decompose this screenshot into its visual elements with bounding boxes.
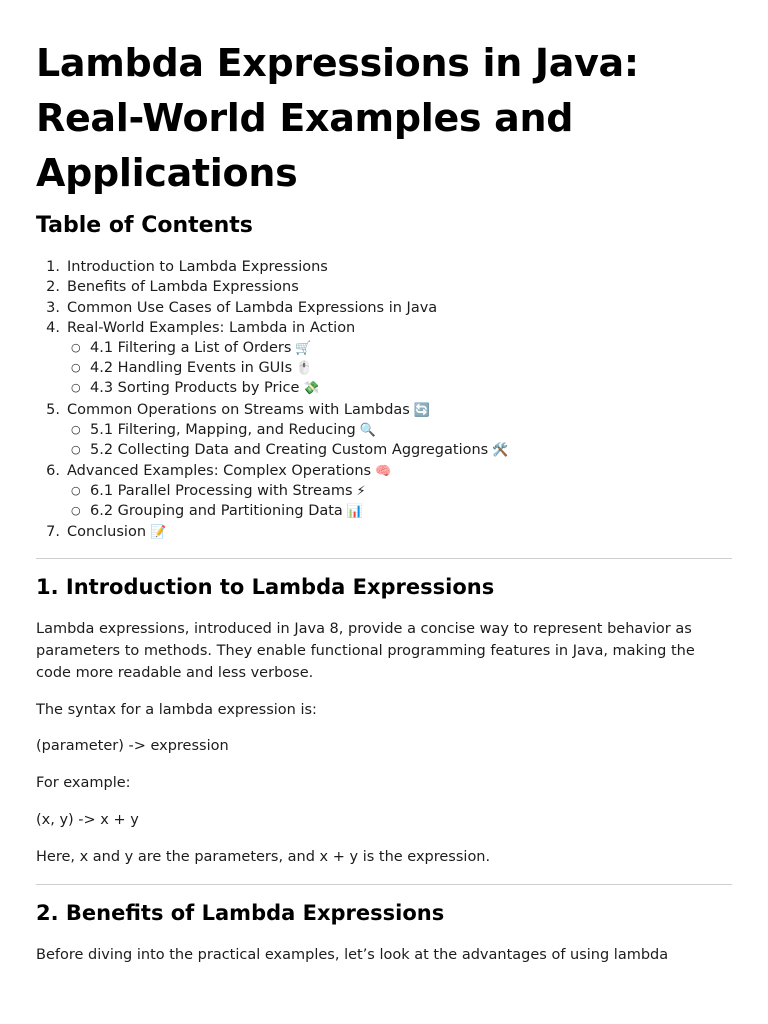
toc-item-label: Real-World Examples: Lambda in Action <box>67 320 356 336</box>
section-heading: 2. Benefits of Lambda Expressions <box>36 901 445 925</box>
bullet-icon: ○ <box>71 443 81 456</box>
toc-item[interactable] <box>36 400 431 420</box>
bar-chart-icon: 📊 <box>346 504 364 519</box>
toc-item-label: 6.2 Grouping and Partitioning Data <box>90 503 343 519</box>
toc-item[interactable] <box>36 318 356 338</box>
toc-item-number: 2. <box>46 279 60 295</box>
toc-item-number: 1. <box>46 259 60 275</box>
code-example: (parameter) -> expression <box>36 738 229 754</box>
toc-item-label: 4.3 Sorting Products by Price <box>90 380 300 396</box>
bullet-icon: ○ <box>71 381 81 394</box>
mouse-icon: 🖱️ <box>296 361 313 376</box>
toc-item-number: 6. <box>46 463 60 479</box>
shopping-cart-icon: 🛒 <box>295 341 312 356</box>
bullet-icon: ○ <box>71 504 81 517</box>
toc-heading: Table of Contents <box>36 213 253 238</box>
toc-item-number: 4. <box>46 320 60 336</box>
magnifier-icon: 🔍 <box>359 423 376 438</box>
brain-icon: 🧠 <box>375 464 392 479</box>
paragraph: Lambda expressions, introduced in Java 8, provide a concise way to represent behavior as parameters to methods. They enable functional programming features in Java, making the code more readable and less verbose. <box>36 621 695 681</box>
memo-icon: 📝 <box>150 525 167 540</box>
paragraph: Here, x and y are the parameters, and x + y is the expression. <box>36 849 491 865</box>
toc-item-number: 5. <box>46 402 60 418</box>
bullet-icon: ○ <box>71 361 81 374</box>
toc-item-label: 5.2 Collecting Data and Creating Custom Aggregations <box>90 442 489 458</box>
toc-item-number: 3. <box>46 300 60 316</box>
toc-item-number: 7. <box>46 524 60 540</box>
section-divider <box>36 558 732 559</box>
section-divider <box>36 884 732 885</box>
code-example: (x, y) -> x + y <box>36 812 139 828</box>
toc-item-label: Conclusion <box>67 524 147 540</box>
document-title: Lambda Expressions in Java: Real-World Examples and Applications <box>36 41 639 195</box>
bullet-icon: ○ <box>71 423 81 436</box>
section-heading: 1. Introduction to Lambda Expressions <box>36 575 495 599</box>
paragraph: Before diving into the practical examples, let’s look at the advantages of using lambda <box>36 947 669 963</box>
toc-item-label: Advanced Examples: Complex Operations <box>67 463 372 479</box>
paragraph: For example: <box>36 775 131 791</box>
lightning-icon: ⚡ <box>356 484 366 499</box>
tools-icon: 🛠️ <box>492 443 509 458</box>
toc-item-label: 4.1 Filtering a List of Orders <box>90 340 292 356</box>
toc-item-label: 5.1 Filtering, Mapping, and Reducing <box>90 422 356 438</box>
toc-item-label: Common Use Cases of Lambda Expressions in Java <box>67 300 438 316</box>
toc-item[interactable] <box>36 522 167 542</box>
toc-item[interactable] <box>36 298 438 318</box>
toc-item[interactable] <box>36 461 392 481</box>
toc-item-label: Benefits of Lambda Expressions <box>67 279 299 295</box>
toc-item[interactable] <box>36 277 299 297</box>
toc-item-label: Common Operations on Streams with Lambdas <box>67 402 410 418</box>
toc-item-label: 6.1 Parallel Processing with Streams <box>90 483 353 499</box>
bullet-icon: ○ <box>71 341 81 354</box>
toc-item-label: Introduction to Lambda Expressions <box>67 259 328 275</box>
money-icon: 💸 <box>303 381 320 396</box>
refresh-icon: 🔄 <box>413 403 431 418</box>
bullet-icon: ○ <box>71 484 81 497</box>
paragraph: The syntax for a lambda expression is: <box>36 702 317 718</box>
toc-item[interactable] <box>36 257 328 277</box>
toc-item-label: 4.2 Handling Events in GUIs <box>90 360 293 376</box>
